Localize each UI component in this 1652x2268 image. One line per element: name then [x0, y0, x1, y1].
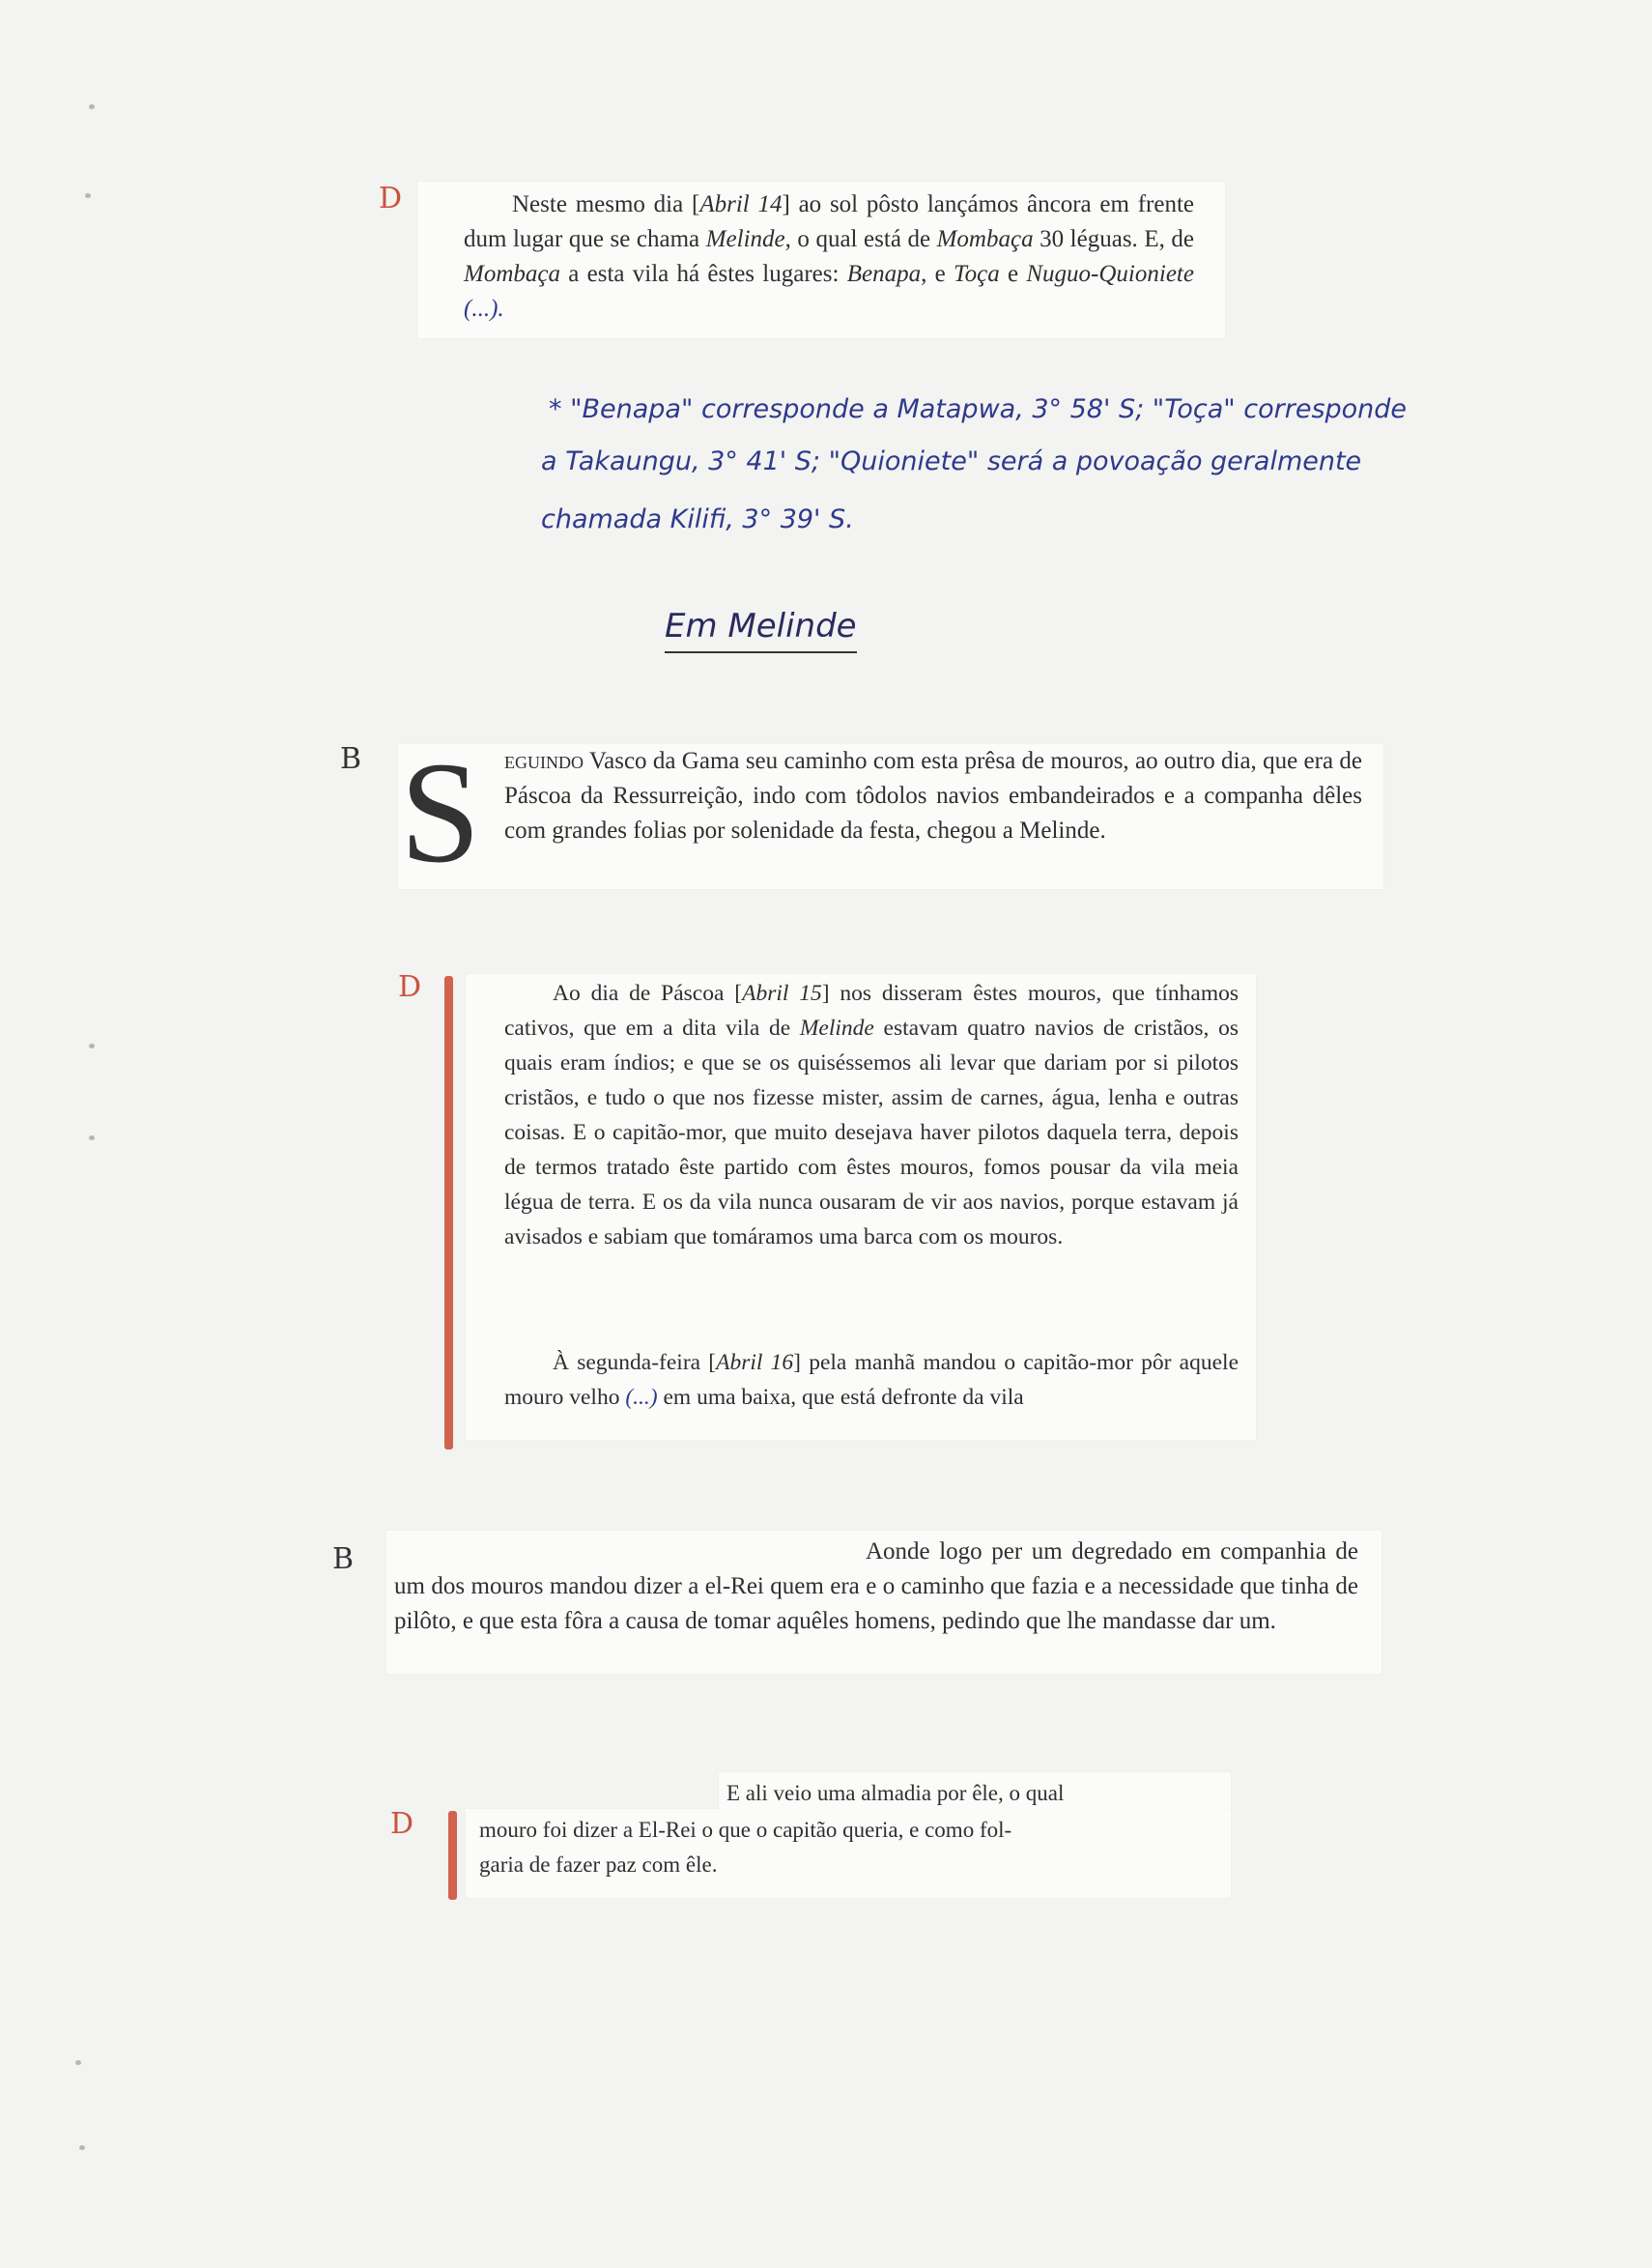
paragraph-abril-16: À segunda-feira [Abril 16] pela manhã mandou o capitão-mor pôr aquele mouro velho (...) em uma baixa, que está defronte da vila	[504, 1350, 1239, 1410]
paragraph-seguindo: eguindo Vasco da Gama seu caminho com esta prêsa de mouros, ao outro dia, que era de Páscoa da Ressurreição, indo com tôdolos navios embandeirados e a companha dêles com grandes folias por solenidade da festa, chegou a Melinde.	[504, 748, 1362, 844]
margin-mark-b1: B	[340, 742, 362, 776]
margin-mark-d2: D	[398, 970, 422, 1004]
paper-speck	[85, 193, 91, 198]
clip5-line-3: garia de fazer paz com êle.	[479, 1852, 718, 1877]
paper-speck	[89, 1135, 95, 1140]
text-clipping-3	[466, 974, 1256, 1440]
red-margin-bar	[448, 1811, 457, 1900]
paragraph-abril-14: Neste mesmo dia [Abril 14] ao sol pôsto lançámos âncora em frente dum lugar que se chama Melinde, o qual está de Mombaça 30 léguas. E, de Mombaça a esta vila há êstes lugares: Benapa, e Toça e Nuguo-Quioniete (...).	[464, 191, 1195, 322]
paper-speck	[75, 2060, 81, 2065]
clip5-line-1: E ali veio uma almadia por êle, o qual	[726, 1781, 1065, 1805]
text-clipping-4	[386, 1531, 1381, 1674]
margin-mark-d3: D	[390, 1807, 414, 1841]
clip5-line-2: mouro foi dizer a El-Rei o que o capitão queria, e como fol-	[479, 1818, 1012, 1842]
margin-mark-d1: D	[379, 182, 403, 215]
drop-cap: S	[400, 732, 481, 893]
margin-mark-b2: B	[332, 1542, 355, 1576]
paper-speck	[89, 104, 95, 109]
red-margin-bar	[444, 976, 453, 1450]
handwritten-note-line-2: a Takaungu, 3° 41' S; "Quioniete" será a povoação geralmente	[541, 446, 1362, 476]
paper-speck	[79, 2145, 85, 2150]
handwritten-heading: Em Melinde	[665, 607, 857, 653]
paragraph-aonde: Aonde logo per um degredado em companhia de um dos mouros mandou dizer a el-Rei quem era e o caminho que fazia e a necessidade que tinha de pilôto, e que esta fôra a causa de tomar aquêles homens, pedindo que lhe mandasse dar um.	[394, 1538, 1358, 1634]
text-clipping-2	[398, 732, 1383, 893]
paper-speck	[89, 1044, 95, 1048]
paragraph-abril-15: Ao dia de Páscoa [Abril 15] nos disseram êstes mouros, que tínhamos cativos, que em a dita vila de Melinde estavam quatro navios de cristãos, os quais eram índios; e que se os quiséssemos ali levar que dariam por si pilotos cristãos, e tudo o que nos fizesse mister, assim de carnes, água, lenha e outras coisas. E o capitão-mor, que muito desejava haver pilotos daquela terra, depois de termos tratado êste partido com êstes mouros, fomos pousar da vila meia légua de terra. E os da vila nunca ousaram de vir aos navios, porque estavam já avisados e sabiam que tomáramos uma barca com os mouros.	[504, 981, 1239, 1249]
handwritten-note-line-1: * "Benapa" corresponde a Matapwa, 3° 58' S; "Toça" corresponde	[549, 394, 1408, 424]
handwritten-note-line-3: chamada Kilifi, 3° 39' S.	[541, 504, 854, 534]
text-clipping-1	[417, 182, 1225, 338]
